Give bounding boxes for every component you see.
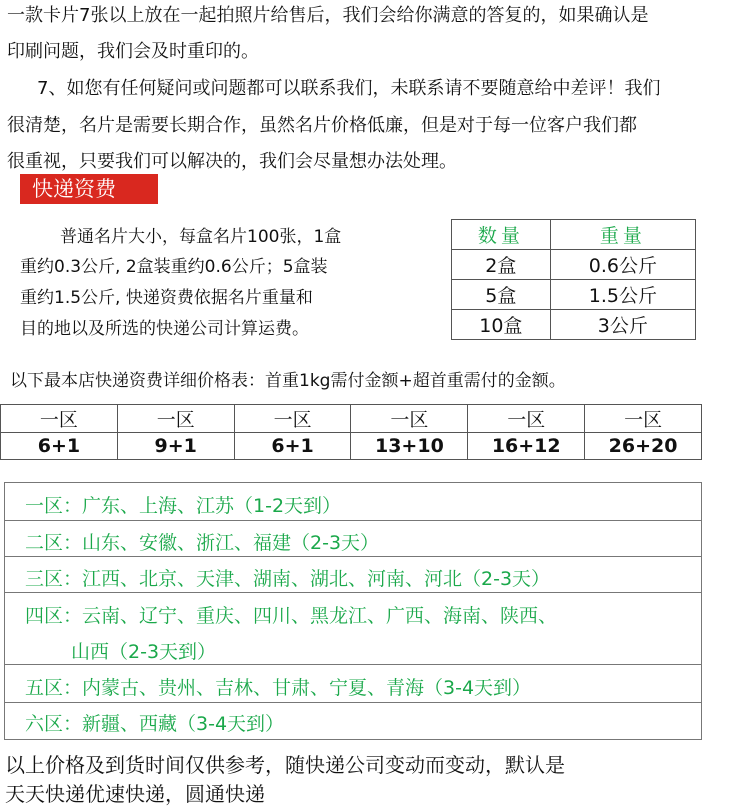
weight-cell: 0.6公斤: [550, 250, 695, 280]
zone-5-text: 五区：内蒙古、贵州、吉林、甘肃、宁夏、青海（3-4天到）: [25, 677, 532, 699]
weight-cell: 3公斤: [550, 310, 695, 340]
zone-4-text: 四区：云南、辽宁、重庆、四川、黑龙江、广西、海南、陕西、: [25, 605, 558, 627]
zone-cell: 一区: [468, 405, 585, 433]
intro-line-2: 重约0.3公斤, 2盒装重约0.6公斤；5盒装: [20, 257, 328, 277]
zone-cell: 一区: [1, 405, 118, 433]
footer-line-2: 天天快递优速快递，圆通快递: [5, 782, 265, 806]
top-text-line-1: 一款卡片7张以上放在一起拍照片给售后，我们会给你满意的答复的，如果确认是: [7, 5, 649, 26]
fee-cell: 6+1: [234, 433, 351, 460]
weight-cell: 1.5公斤: [550, 280, 695, 310]
header-quantity: 数量: [452, 220, 551, 250]
zone-cell: 一区: [585, 405, 702, 433]
zone-1-text: 一区：广东、上海、江苏（1-2天到）: [25, 495, 342, 517]
zone-2-text: 二区：山东、安徽、浙江、福建（2-3天）: [25, 532, 380, 554]
list-item: [5, 665, 701, 703]
top-text-line-5: 很重视，只要我们可以解决的，我们会尽量想办法处理。: [7, 151, 457, 172]
fee-cell: 9+1: [117, 433, 234, 460]
top-text-line-2: 印刷问题，我们会及时重印的。: [7, 41, 259, 62]
price-table: [0, 404, 702, 460]
list-item: [5, 557, 701, 593]
intro-line-4: 目的地以及所选的快递公司计算运费。: [20, 319, 309, 339]
list-item: [5, 593, 701, 665]
zone-cell: 一区: [351, 405, 468, 433]
list-item: [5, 521, 701, 557]
zone-cell: 一区: [117, 405, 234, 433]
fee-cell: 26+20: [585, 433, 702, 460]
quantity-cell: 5盒: [452, 280, 551, 310]
fee-cell: 16+12: [468, 433, 585, 460]
quantity-cell: 2盒: [452, 250, 551, 280]
top-text-line-3: 7、如您有任何疑问或问题都可以联系我们，未联系请不要随意给中差评！我们: [37, 78, 661, 99]
weight-table: [451, 219, 696, 340]
list-item: [5, 703, 701, 739]
list-item: [5, 483, 701, 521]
section-title-express-fee: 快递资费: [20, 174, 158, 204]
zone-cell: 一区: [234, 405, 351, 433]
price-fee-row: [1, 433, 702, 460]
header-weight: 重量: [550, 220, 695, 250]
table-row: [452, 280, 696, 310]
zone-list: [4, 482, 702, 740]
fee-cell: 6+1: [1, 433, 118, 460]
footer-line-1: 以上价格及到货时间仅供参考，随快递公司变动而变动，默认是: [5, 753, 565, 777]
zone-4-text-continued: 山西（2-3天到）: [71, 641, 217, 663]
top-text-line-4: 很清楚，名片是需要长期合作，虽然名片价格低廉，但是对于每一位客户我们都: [7, 115, 637, 136]
intro-line-3: 重约1.5公斤, 快递资费依据名片重量和: [20, 288, 313, 308]
zone-6-text: 六区：新疆、西藏（3-4天到）: [25, 713, 285, 735]
weight-table-header: [452, 220, 696, 250]
price-note: 以下最本店快递资费详细价格表：首重1kg需付金额+超首重需付的金额。: [10, 371, 566, 391]
price-zone-row: [1, 405, 702, 433]
table-row: [452, 310, 696, 340]
fee-cell: 13+10: [351, 433, 468, 460]
zone-3-text: 三区：江西、北京、天津、湖南、湖北、河南、河北（2-3天）: [25, 568, 551, 590]
intro-line-1: 普通名片大小，每盒名片100张，1盒: [60, 227, 342, 247]
quantity-cell: 10盒: [452, 310, 551, 340]
table-row: [452, 250, 696, 280]
